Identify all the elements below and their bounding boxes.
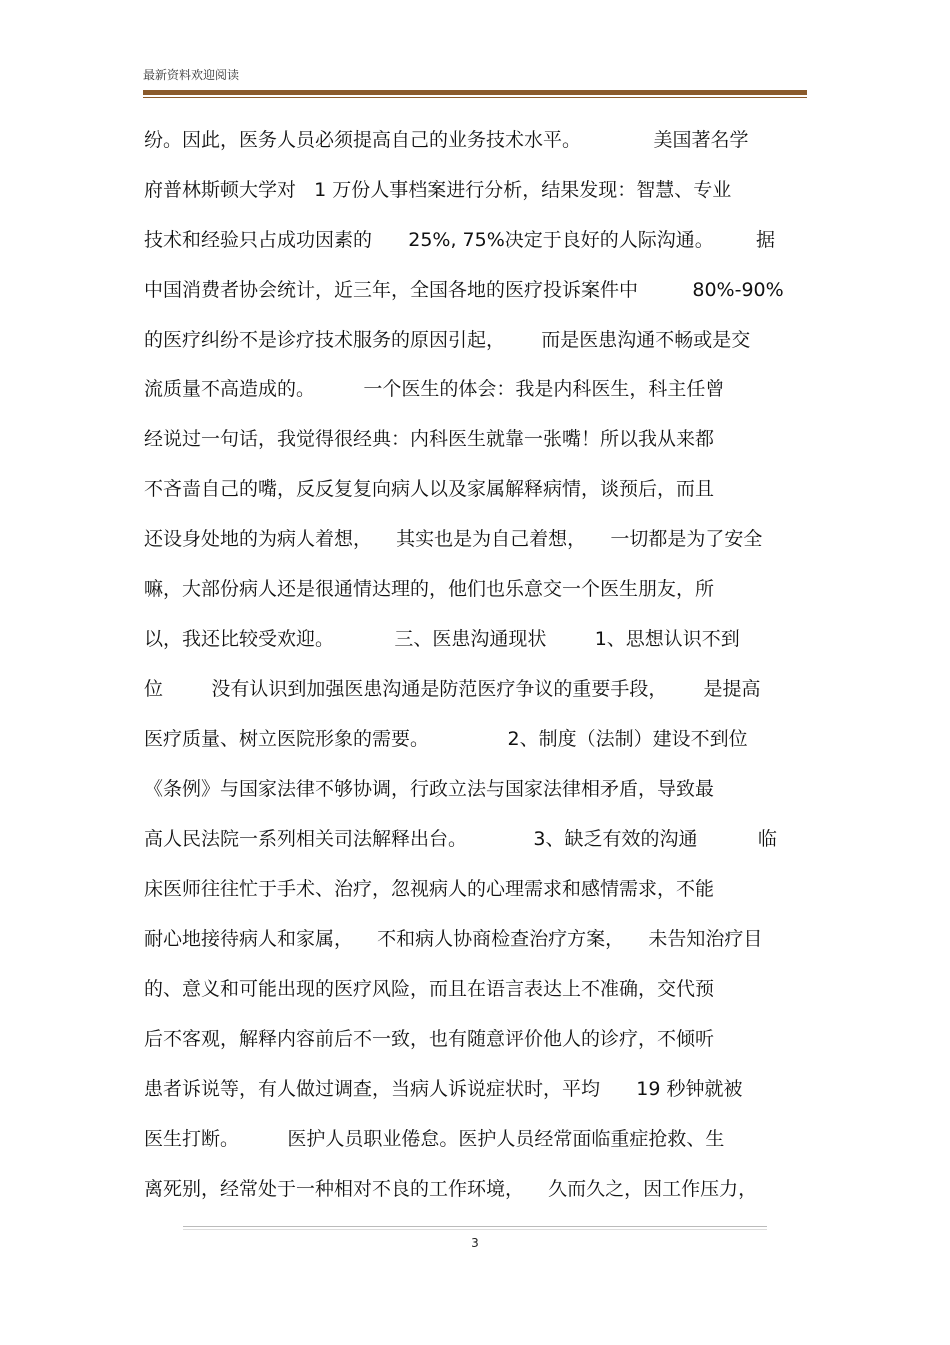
text-line: 府普林斯顿大学对 1 万份人事档案进行分析，结果发现：智慧、专业: [144, 179, 732, 201]
page-number: 3: [471, 1236, 479, 1250]
text-line: 床医师往往忙于手术、治疗，忽视病人的心理需求和感情需求，不能: [144, 878, 715, 900]
text-line: 中国消费者协会统计，近三年，全国各地的医疗投诉案件中 80%-90%: [144, 279, 784, 301]
text-line: 不吝啬自己的嘴，反反复复向病人以及家属解释病情，谈预后，而且: [144, 478, 715, 500]
text-line: 患者诉说等，有人做过调查，当病人诉说症状时，平均 19 秒钟就被: [144, 1078, 743, 1100]
text-line: 医疗质量、树立医院形象的需要。 2、制度（法制）建设不到位: [144, 728, 748, 750]
text-line: 《条例》与国家法律不够协调，行政立法与国家法律相矛盾，导致最: [144, 778, 715, 800]
text-line: 后不客观，解释内容前后不一致，也有随意评价他人的诊疗，不倾听: [144, 1028, 715, 1050]
text-line: 的、意义和可能出现的医疗风险，而且在语言表达上不准确，交代预: [144, 978, 715, 1000]
header-rule-thick: [143, 90, 807, 95]
text-line: 离死别，经常处于一种相对不良的工作环境， 久而久之，因工作压力，: [144, 1178, 758, 1200]
text-line: 嘛，大部份病人还是很通情达理的，他们也乐意交一个医生朋友，所: [144, 578, 715, 600]
header-rule-thin: [143, 97, 807, 98]
text-line: 医生打断。 医护人员职业倦怠。医护人员经常面临重症抢救、生: [144, 1128, 725, 1150]
text-line: 以，我还比较受欢迎。 三、医患沟通现状 1、思想认识不到: [144, 628, 740, 650]
text-line: 流质量不高造成的。 一个医生的体会：我是内科医生，科主任曾: [144, 378, 725, 400]
text-line: 高人民法院一系列相关司法解释出台。 3、缺乏有效的沟通 临: [144, 828, 777, 850]
text-line: 耐心地接待病人和家属， 不和病人协商检查治疗方案， 未告知治疗目: [144, 928, 763, 950]
footer-rule-secondary: [183, 1229, 767, 1230]
text-line: 纷。因此，医务人员必须提高自己的业务技术水平。 美国著名学: [144, 129, 749, 151]
text-line: 技术和经验只占成功因素的 25%, 75%决定于良好的人际沟通。 据: [144, 229, 776, 251]
page-header: 最新资料欢迎阅读: [143, 68, 240, 82]
text-line: 经说过一句话，我觉得很经典：内科医生就靠一张嘴！所以我从来都: [144, 428, 715, 450]
footer-rule: [183, 1226, 767, 1227]
text-line: 的医疗纠纷不是诊疗技术服务的原因引起， 而是医患沟通不畅或是交: [144, 329, 751, 351]
text-line: 还设身处地的为病人着想， 其实也是为自己着想， 一切都是为了安全: [144, 528, 763, 550]
text-line: 位 没有认识到加强医患沟通是防范医疗争议的重要手段， 是提高: [144, 678, 761, 700]
